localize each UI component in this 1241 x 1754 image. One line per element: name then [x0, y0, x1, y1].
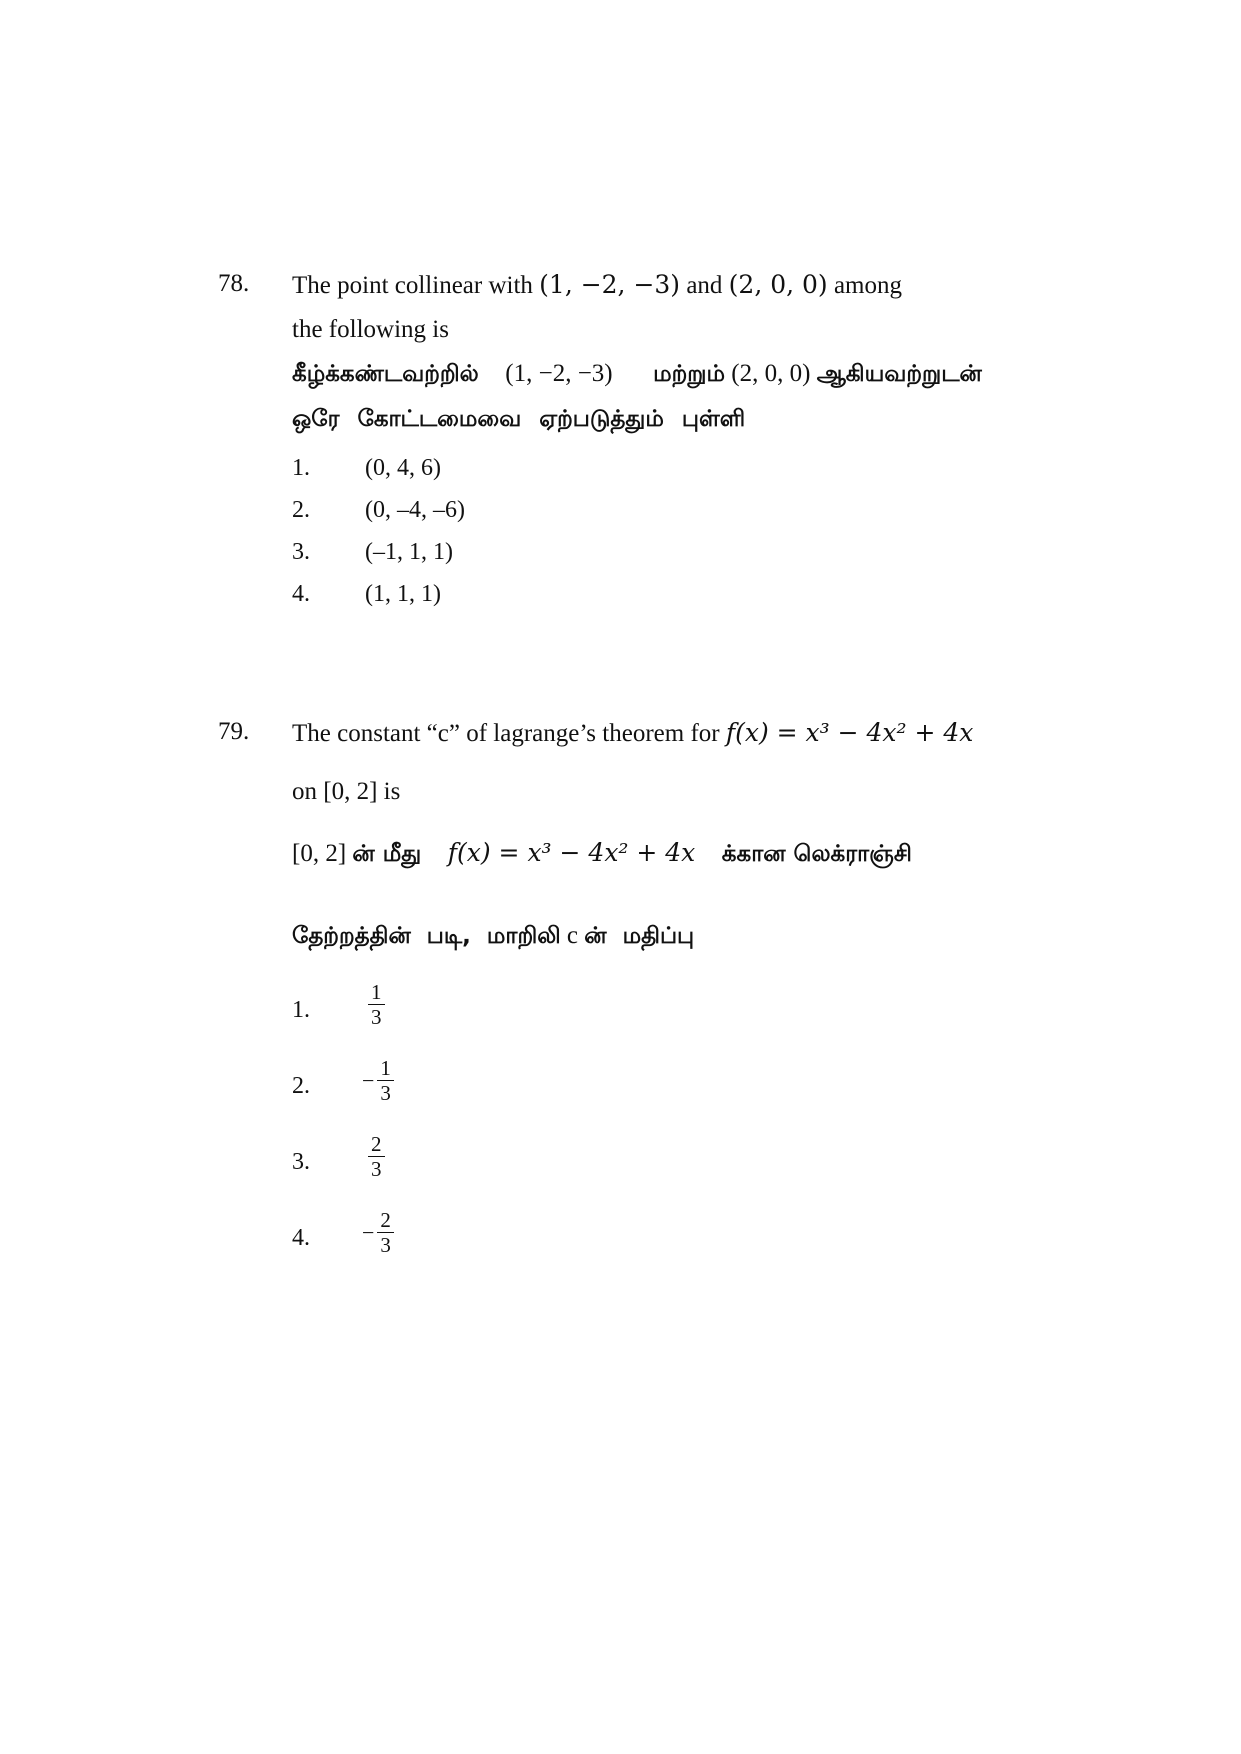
- q79-tamil-function: f(x) = x³ − 4x² + 4x: [447, 838, 696, 867]
- q78-tamil-line1: [292, 360, 982, 390]
- q79-interval: [0, 2]: [292, 840, 347, 867]
- q79-english-line2: on [0, 2] is: [292, 778, 401, 805]
- q79-tamil-text3: தேற்றத்தின் படி, மாறிலி: [292, 923, 561, 949]
- q78-text-and: and: [686, 272, 723, 299]
- fraction-numerator: 2: [380, 1208, 391, 1232]
- q78-tamil-point2: (2, 0, 0): [731, 360, 811, 387]
- fraction-numerator: 1: [380, 1056, 391, 1080]
- q79-option-3-number: 3.: [292, 1149, 310, 1175]
- q78-option-4-number: 4.: [292, 581, 310, 607]
- q78-number: 78.: [218, 270, 250, 297]
- q78-text-among: among: [833, 272, 902, 299]
- q79-english-line1: [292, 718, 973, 748]
- q79-option-2-number: 2.: [292, 1073, 310, 1099]
- q78-option-2-number: 2.: [292, 497, 310, 523]
- q78-tamil-text: கீழ்க்கண்டவற்றில்: [292, 361, 479, 387]
- q79-option-4-fraction: [362, 1208, 394, 1257]
- fraction-denominator: 3: [377, 1232, 394, 1257]
- fraction-denominator: 3: [368, 1004, 385, 1029]
- q78-point1: (1, −2, −3): [539, 270, 681, 299]
- fraction-numerator: 1: [371, 980, 382, 1004]
- q78-option-1-number: 1.: [292, 455, 310, 481]
- fraction-sign: −: [362, 1067, 375, 1093]
- q78-option-3-number: 3.: [292, 539, 310, 565]
- q79-option-4-number: 4.: [292, 1225, 310, 1251]
- q79-option-1-fraction: [365, 980, 385, 1029]
- q78-option-1-value: (0, 4, 6): [365, 455, 441, 481]
- q79-function: f(x) = x³ − 4x² + 4x: [725, 718, 974, 747]
- q78-english-line1: [292, 270, 902, 300]
- q79-tamil-line2: [292, 922, 694, 952]
- q79-option-1-number: 1.: [292, 997, 310, 1023]
- fraction-sign: −: [362, 1219, 375, 1245]
- fraction-denominator: 3: [377, 1080, 394, 1105]
- q79-number: 79.: [218, 718, 250, 745]
- q79-tamil-line1: [292, 838, 912, 870]
- q79-text: The constant “c” of lagrange’s theorem for: [292, 720, 720, 747]
- q79-tamil-text2: க்கான லெக்ராஞ்சி: [721, 841, 912, 867]
- q78-option-3-value: (–1, 1, 1): [365, 539, 453, 565]
- q78-point2: (2, 0, 0): [728, 270, 828, 299]
- q78-english-line2: the following is: [292, 316, 449, 343]
- q78-tamil-line2: ஒரே கோட்டமைவை ஏற்படுத்தும் புள்ளி: [292, 406, 746, 432]
- q79-option-2-fraction: [362, 1056, 394, 1105]
- q78-option-4-value: (1, 1, 1): [365, 581, 441, 607]
- q79-tamil-text: ன் மீது: [352, 841, 422, 867]
- q78-tamil-and: மற்றும்: [653, 361, 726, 387]
- q79-option-3-fraction: [365, 1132, 385, 1181]
- q78-tamil-point1: (1, −2, −3): [505, 360, 613, 387]
- q78-tamil-text2: ஆகியவற்றுடன்: [816, 361, 982, 387]
- q78-text: The point collinear with: [292, 272, 533, 299]
- q79-tamil-text4: ன் மதிப்பு: [584, 923, 695, 949]
- fraction-numerator: 2: [371, 1132, 382, 1156]
- q79-constant-c: c: [566, 922, 579, 949]
- q78-option-2-value: (0, –4, –6): [365, 497, 465, 523]
- fraction-denominator: 3: [368, 1156, 385, 1181]
